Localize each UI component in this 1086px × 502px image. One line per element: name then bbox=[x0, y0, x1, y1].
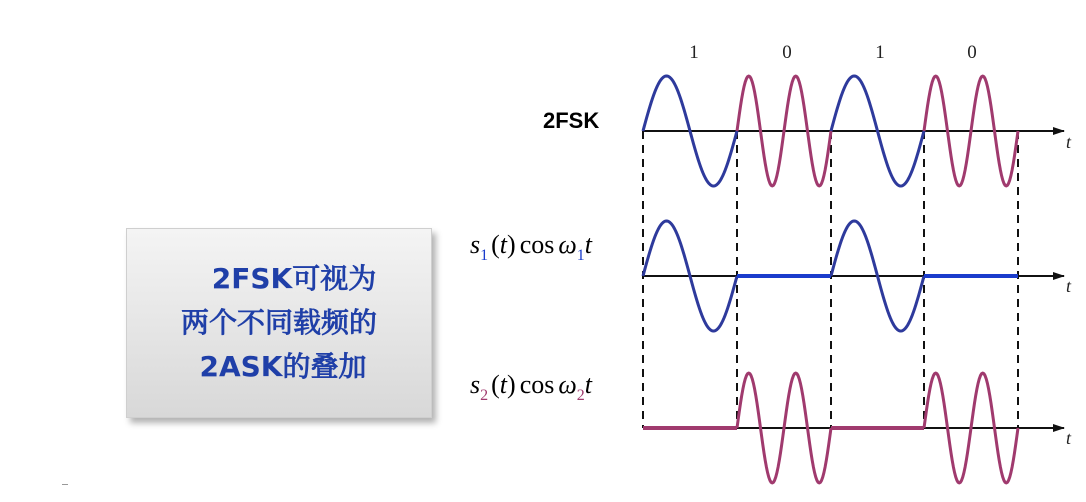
expr-s2-func: cos bbox=[519, 370, 555, 399]
expr-s1-symbol: s bbox=[470, 230, 481, 259]
expr-s1-omega: ω bbox=[558, 230, 577, 259]
callout-line-2: 两个不同载频的 bbox=[180, 306, 377, 339]
expr-s2-var: t bbox=[584, 370, 592, 399]
expr-s1-var: t bbox=[584, 230, 592, 259]
expr-s1-omega-subscript: 1 bbox=[576, 247, 585, 264]
axis-t-label-s2: t bbox=[1066, 428, 1072, 448]
callout-line-1: 2FSK可视为 bbox=[211, 262, 377, 295]
expr-s2-omega-subscript: 2 bbox=[576, 387, 585, 404]
expr-s1-subscript: 1 bbox=[480, 247, 489, 264]
expr-s2-omega: ω bbox=[558, 370, 577, 399]
expr-s2-arg: t bbox=[499, 370, 508, 399]
bit-label-4: 0 bbox=[967, 42, 977, 63]
axis-t-label-2fsk: t bbox=[1066, 132, 1072, 152]
bit-label-3: 1 bbox=[875, 42, 885, 63]
bit-label-1: 1 bbox=[689, 42, 699, 63]
callout-line-3: 2ASK的叠加 bbox=[199, 350, 367, 383]
expr-s2-symbol: s bbox=[470, 370, 481, 399]
axis-t-label-s1: t bbox=[1066, 276, 1072, 296]
expr-s1: $s_1$ (t) $\cos \omega_1t$ bbox=[470, 230, 592, 264]
row-label-2fsk: 2FSK bbox=[543, 108, 600, 133]
expr-s1-arg: t bbox=[499, 230, 508, 259]
expr-s2-subscript: 2 bbox=[480, 387, 489, 404]
bit-label-2: 0 bbox=[782, 42, 792, 63]
expr-s2: $s_2$ (t) $\cos \omega_2t$ bbox=[470, 370, 592, 404]
expr-s1-func: cos bbox=[519, 230, 555, 259]
footer-mark bbox=[62, 484, 68, 485]
